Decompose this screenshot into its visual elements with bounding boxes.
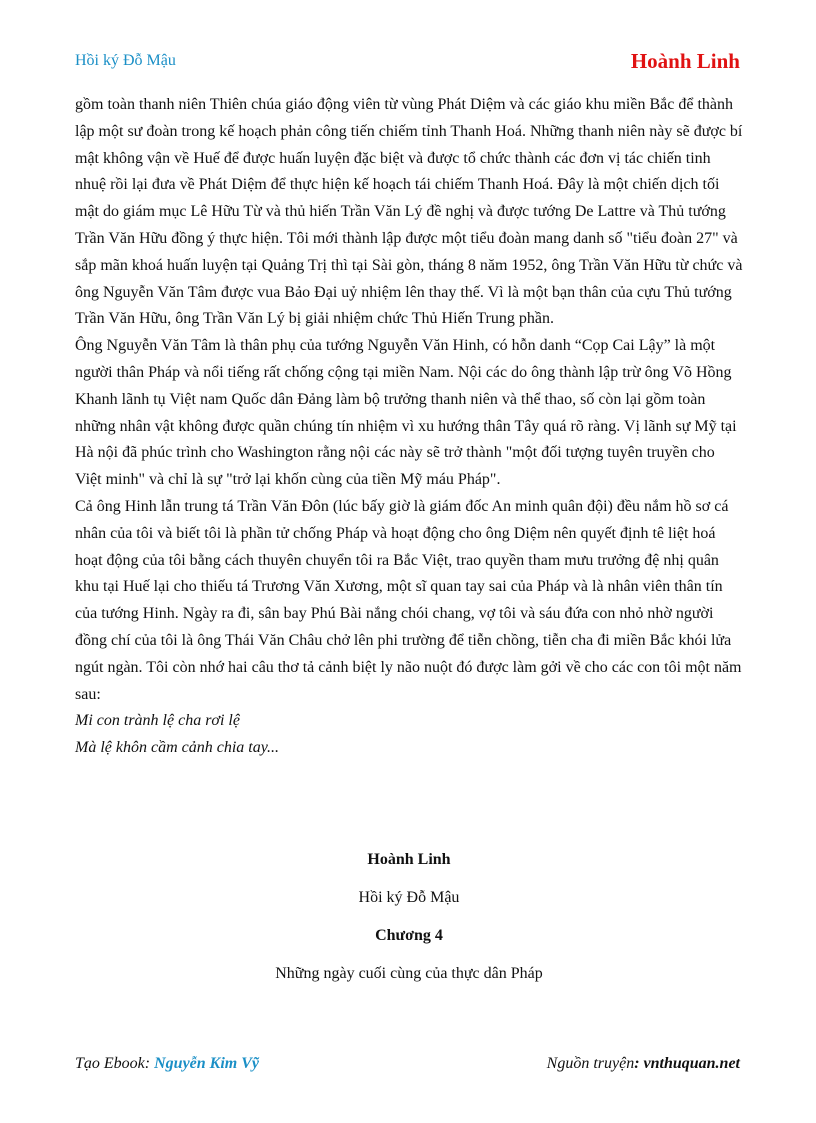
source-site: vnthuquan.net [643, 1055, 740, 1072]
source-separator: : [634, 1055, 644, 1072]
source-label: Nguồn truyện [546, 1055, 635, 1072]
paragraph: Ông Nguyễn Văn Tâm là thân phụ của tướng Nguyễn Văn Hinh, có hỗn danh “Cọp Cai Lậy” là một người thân Pháp và nổi tiếng rất chống cộng tại miền Nam. Nội các do ông thành lập trừ ông Võ Hồng Khanh lãnh tụ Việt nam Quốc dân Đảng làm bộ trưởng thanh niên và thể thao, số còn lại gồm toàn những nhân vật không được quần chúng tín nhiệm vì xu hướng thân Tây quá rõ ràng. Vị lãnh sự Mỹ tại Hà nội đã phúc trình cho Washington rằng nội các này sẽ trở thành "một đối tượng tuyên truyền cho Việt minh" và chỉ là sự "trở lại khốn cùng của tiền Mỹ máu Pháp". [75, 337, 737, 489]
verse-line: Mà lệ khôn cầm cảnh chia tay... [75, 739, 279, 757]
book-title-header: Hồi ký Đỗ Mậu [75, 52, 176, 69]
verse-line: Mi con trành lệ cha rơi lệ [75, 712, 240, 730]
chapter-heading [75, 847, 743, 999]
ebook-creator-name: Nguyễn Kim Vỹ [154, 1055, 259, 1072]
chapter-author: Hoành Linh [367, 851, 451, 868]
chapter-title: Những ngày cuối cùng của thực dân Pháp [275, 965, 543, 982]
author-header: Hoành Linh [630, 49, 740, 73]
footer-ebook-credit [75, 1055, 259, 1073]
footer-source [547, 1055, 740, 1073]
ebook-separator: : [144, 1055, 155, 1072]
chapter-book-title: Hồi ký Đỗ Mậu [358, 889, 460, 906]
paragraph: gồm toàn thanh niên Thiên chúa giáo động viên từ vùng Phát Diệm và các giáo khu miền Bắc để thành lập một sư đoàn trong kế hoạch phản công tiến chiếm tỉnh Thanh Hoá. Những thanh niên này sẽ được bí mật không vận về Huế để được huấn luyện đặc biệt và được tổ chức thành các đơn vị tác chiến tinh nhuệ rồi lại đưa về Phát Diệm để thực hiện kế hoạch tái chiếm Thanh Hoá. Đây là một chiến dịch tối mật do giám mục Lê Hữu Từ và thủ hiến Trần Văn Lý đề nghị và được tướng De Lattre và Thủ tướng Trần Văn Hữu đồng ý thực hiện. Tôi mới thành lập được một tiểu đoàn mang danh số "tiểu đoàn 27" và sắp mãn khoá huấn luyện tại Quảng Trị thì tại Sài gòn, tháng 8 năm 1952, ông Trần Văn Hữu từ chức và ông Nguyễn Văn Tâm được vua Bảo Đại uỷ nhiệm lên thay thế. Vì là một bạn thân của cựu Thủ tướng Trần Văn Hữu, ông Trần Văn Lý bị giải nhiệm chức Thủ Hiến Trung phần. [75, 96, 743, 328]
chapter-number: Chương 4 [375, 927, 443, 944]
body-text [75, 92, 743, 762]
paragraph: Cả ông Hinh lẫn trung tá Trần Văn Đôn (lúc bấy giờ là giám đốc An minh quân đội) đều nắm hồ sơ cá nhân của tôi và biết tôi là phần tử chống Pháp và hoạt động cho ông Diệm nên quyết định tê liệt hoá hoạt động của tôi bằng cách thuyên chuyển tôi ra Bắc Việt, trao quyền tham mưu trưởng đệ nhị quân khu tại Huế lại cho thiếu tá Trương Văn Xương, một sĩ quan tay sai của Pháp và là nhân viên thân tín của tướng Hinh. Ngày ra đi, sân bay Phú Bài nắng chói chang, vợ tôi và sáu đứa con nhỏ nhờ người đồng chí của tôi là ông Thái Văn Châu chở lên phi trường để tiễn chồng, tiễn cha đi miền Bắc khói lửa ngút ngàn. Tôi còn nhớ hai câu thơ tả cảnh biệt ly não nuột đó được làm gởi về cho các con tôi một năm sau: [75, 497, 742, 703]
ebook-label: Tạo Ebook [75, 1055, 145, 1072]
